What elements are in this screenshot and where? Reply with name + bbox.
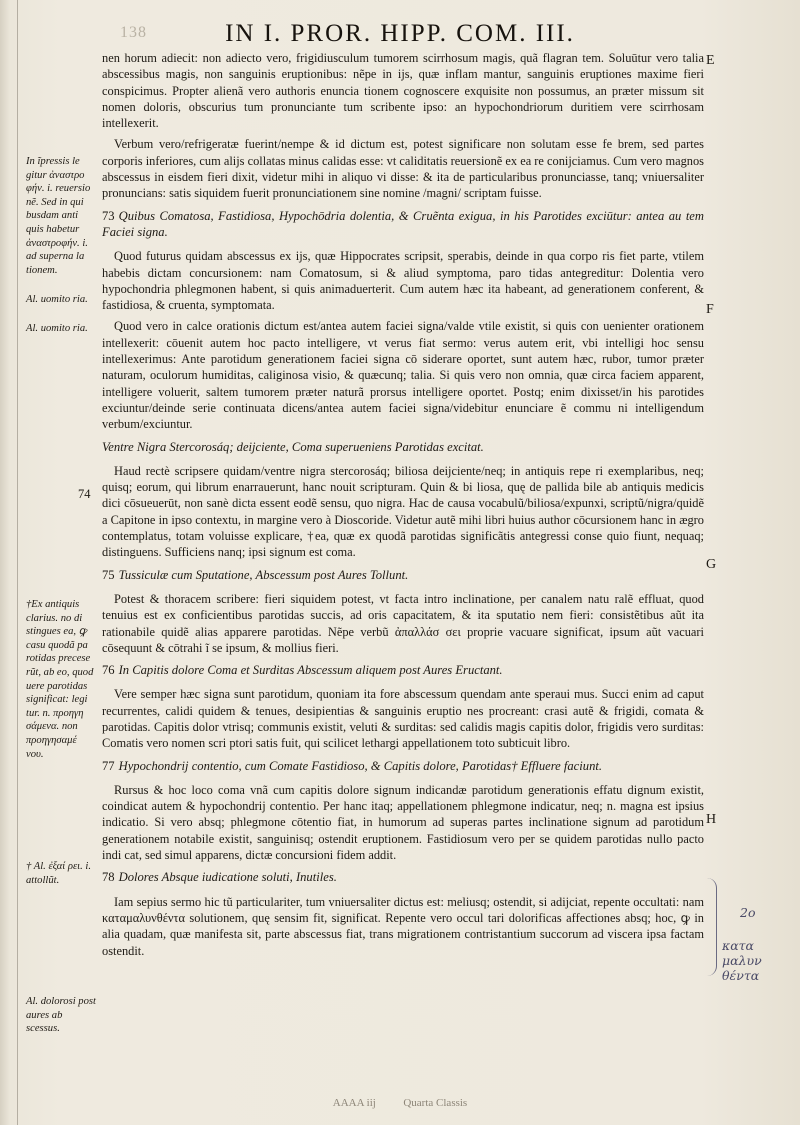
commentary-paragraph: Potest & thoracem scribere: fieri siquidem potest, vt facta intro inclinatione, per canalem natu ralẽ effluat, quod tenuius est ex conficientibus parotidas succis, ad oris capacitatem, & ita sputatio nem fieri: consistẽtibus aũt ita rationabile quidẽ alias apparere parotidas. Nẽpe verbũ ἀπαλλάσ σει proprie vacuare significat, ipsum aũt vacuari cōsequunt & cōtrahi ĩ se ipsum, & mollius fieri. — [102, 591, 704, 655]
commentary-paragraph: nen horum adiecit: non adiecto vero, frigidiusculum tumorem scirrhosum magis, quã flagran tem. Soluūtur vero talia abscessibus magis, non sanguinis eruptionibus: nẽpe in ijs, quæ inflam mantur, sanguinis eruptiones maxime fieri conspicimus. Propter alienã vero authoris enuncia tionem cognoscere exquisite non possumus, an præter missum sit nomen doloris, obscurius tum pronunciante tum scribente ipso: an hypochondriorum duritiem vere scirrhosam intellexerit. — [102, 51, 704, 131]
main-text-column — [102, 50, 704, 964]
margin-note-vomitoria-2: Al. uomito ria. — [26, 323, 88, 334]
commentary-paragraph: Verbum vero/refrigeratæ fuerint/nempe & id dictum est, potest significare non solutam esse fe brem, sed partes corporis inferiores, cum alijs collatas minus calidas esse: vt caliditatis reuersionẽ ex ea re conijciamus. Cum vero magnos abscessus in eisdem fieri dixit, videtur mihi in aliquo vi disse: & ita de particularibus pronunciasse, tanq; vniuersaliter pronuncians: satis siquidem fuerit pronunciationem sine nomine /magni/ scriptam fuisse. — [102, 137, 704, 201]
aphorism-number: 75 — [102, 567, 115, 582]
catchword: Quarta Classis — [403, 1097, 468, 1109]
aphorism-number: 76 — [102, 663, 115, 678]
aphorism-heading — [102, 567, 704, 583]
aphorism-number: 73 — [102, 208, 115, 223]
aphorism-number: 77 — [102, 758, 115, 773]
aphorism-text: Dolores Absque iudicatione soluti, Inutiles. — [118, 870, 337, 885]
aphorism-heading — [102, 758, 704, 774]
commentary-paragraph: Haud rectè scripsere quidam/ventre nigra stercorosáq; biliosa deijciente/neq; in antiquis repe ri exemplaribus, neq; quisq; eorum, qui librum enarrauerunt, hanc nouit scripturam. Quin & bi liosa, quę de pallida bile ab antiquis medicis dici cōsueuerūt, non sanè dicta essent eodẽ sensu, quo nigra. Hac de causa vocabulũ/biliosa/expunxi, scriptũ/nigra/quidẽ a Capitone in ipso contextu, in margine vero à Dioscoride. Videtur autẽ mihi libri huius author cōcursionem hanc in ægro contemplatus, totam voluisse explicare, †ea, quæ ex quodã parotidas significãtis antegressi conse quio fiunt, nequaq; distinguens. Sufficiens nanq; ipsi signum est coma. — [102, 463, 704, 560]
commentary-paragraph: Rursus & hoc loco coma vnã cum capitis dolore signum indicandæ parotidum generationis effatu dignum existit, coindicat autem & hypochondrij contentio. Per hanc itaq; appellationem phlegmone indicatur, neq; n. magna est ipsius indicatio. Si vero absq; phlegmone cōtentio fiat, in humorum ad superas partes inclinatione signum ad parotidum generationem notabile existit, sanguinisq; ostendit eruptionem. Fastidiosum vero per se quidem parotidas nullo pacto indi cat, sed simul apparens, dictæ concursioni fidem addit. — [102, 782, 704, 863]
aphorism-heading — [102, 662, 704, 678]
aphorism-heading — [102, 208, 704, 241]
margin-note-antiquis: †Ex antiquis clarius. no di stingues ea, ꝙ casu quodã pa rotidas precese rũt, ab eo, quod uere parotidas significat: legi tur. n. προηγη σάμενα. non προηγησαμέ νου. — [26, 599, 94, 760]
aphorism-text: In Capitis dolore Coma et Surditas Abscessum aliquem post Aures Eructant. — [118, 663, 503, 678]
page-footer — [0, 1097, 800, 1109]
aphorism-number-74: 74 — [78, 487, 91, 501]
section-letter-f: F — [706, 302, 714, 317]
aphorism-text: Tussiculæ cum Sputatione, Abscessum post Aures Tollunt. — [118, 567, 409, 582]
aphorism-heading — [102, 439, 704, 455]
section-letter-e: E — [706, 53, 715, 68]
aphorism-text: Hypochondrij contentio, cum Comate Fastidioso, & Capitis dolore, Parotidas† Effluere faciunt. — [118, 758, 603, 773]
handwritten-note-number: 2ο — [740, 905, 756, 920]
commentary-paragraph: Quod futurus quidam abscessus ex ijs, quæ Hippocrates scripsit, sperabis, deinde in qua corpo ris fiet parte, vtilem habebis dictam concursionem: nam Comatosum, si & aliud symptoma, paro tidas antegreditur: Dolentia vero hypochondria phlegmonen habent, si quis animaduerterit. Cum autem hæc ita habeant, ad generationem conferent, & fastidiosa, & cruenta, symptomata. — [102, 249, 704, 313]
section-letter-h: H — [706, 812, 717, 827]
margin-note-attollunt: † Al. ἐξαί ρει. i. attollũt. — [26, 861, 91, 886]
margin-note-vomitoria-1: Al. uomito ria. — [26, 294, 88, 305]
aphorism-heading — [102, 869, 704, 885]
margin-note-reading: In ĩpressis le gitur ἀναστρο φήν. i. reuersio nẽ. Sed in qui busdam anti quis habetur ἀναστροφήν. i. ad superna la tionem. — [26, 156, 91, 276]
handwritten-note-greek: κατα μαλυν θέντα — [722, 938, 762, 983]
section-letter-g: G — [706, 557, 717, 572]
commentary-paragraph: Iam sepius sermo hic tũ particulariter, tum vniuersaliter dictus est: meliusq; ostendit, si adijciat, repente occultati: nam καταμαλυνθέντα solutionem, quę sensim fit, significat. Repente vero occul tari dolorificas affectiones absq; hoc, ꝙ in alia quadam, quæ manifesta sit, parte abscessus fiat, trans migrationem contristantium succorum ad viscera ipsa factam ostendit. — [102, 894, 704, 958]
header-title: IN I. PROR. HIPP. COM. III. — [225, 20, 575, 47]
aphorism-text: Quibus Comatosa, Fastidiosa, Hypochōdria dolentia, & Cruẽnta exigua, in his Parotides exciūtur: antea au tem Faciei signa. — [102, 208, 704, 239]
commentary-paragraph: Quod vero in calce orationis dictum est/antea autem faciei signa/valde vtile existit, si quis con uenienter orationem intellexerit: cōuenit autem hoc pacto intelligere, vt verus fiat sermo: verus autem erit, vbi intelligi hoc sensu intellexerimus: Ante parotidum generationem faciei signa cō siderare oportet, sunt autem hæc, rubor, tumor præter naturam, oculorum humiditas, caliginosa visio, & quæcunq; talia. Si quis vero non omnia, quæ circa faciem apparent, intelligere voluerit, saltem tumorem præter naturã prorsus intelligere oportet. Postq; enim dixisset/in his parotides exciuntur/deinde serie continuata dicens/antea autem faciei signa/videbitur enunciare ẽ commu ni intelligendum verbum/exciuntur. — [102, 319, 704, 432]
aphorism-text: Ventre Nigra Stercorosáq; deijciente, Coma superueniens Parotidas excitat. — [102, 439, 484, 454]
ghost-page-number: 138 — [120, 24, 147, 41]
commentary-paragraph: Vere semper hæc signa sunt parotidum, quoniam ita fore abscessum quendam ante speraui mus. Succi enim ad caput recurrentes, calidi quidem & tenues, desipientias & sanguinis eruptio nes procreant: crasi autẽ & frigidi, comata & parotidas. Capitis dolor vtrisq; communis existit, veluti & surditas: sed calidis magis capitis dolor, frigidis vero surditas: Comatis vero nomen scri ptori satis fuit, qui scilicet lethargi appellationem toto subticuit libro. — [102, 687, 704, 751]
aphorism-number: 78 — [102, 870, 115, 885]
margin-note-dolorosi: Al. dolorosi post aures ab scessus. — [26, 996, 96, 1035]
running-header — [0, 20, 800, 48]
signature-mark: AAAA iij — [332, 1097, 376, 1109]
binding-gutter-line — [17, 0, 18, 1125]
handwritten-bracket — [706, 878, 717, 976]
